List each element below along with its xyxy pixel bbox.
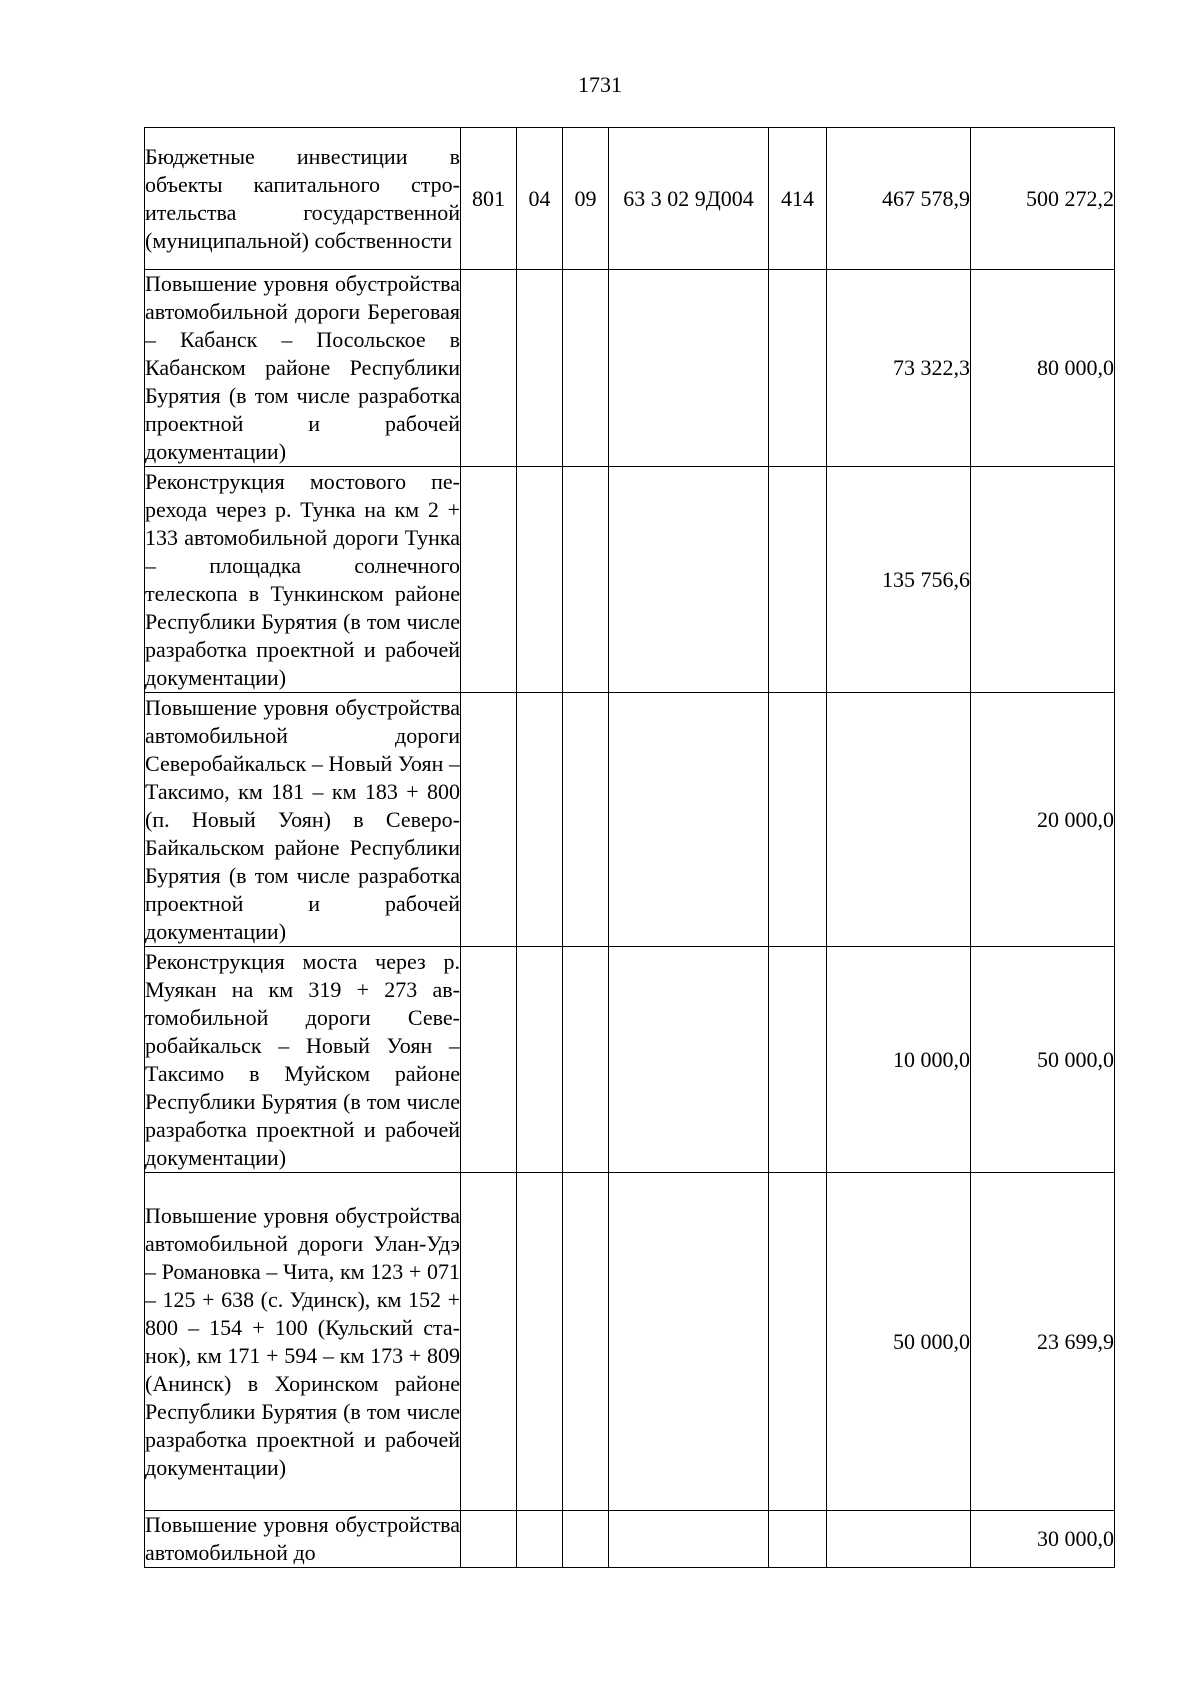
amount-year-2: 500 272,2 [971, 128, 1115, 270]
target-article-code [609, 947, 769, 1173]
expense-type-code [769, 1511, 827, 1568]
section-code [517, 693, 563, 947]
expense-type-code [769, 270, 827, 467]
amount-year-1: 10 000,0 [827, 947, 971, 1173]
ministry-code [461, 1173, 517, 1511]
section-code [517, 270, 563, 467]
amount-year-1: 467 578,9 [827, 128, 971, 270]
row-description: Повышение уровня обустройства автомобильной дороги Улан-Удэ – Романовка – Чита, км 123 + 071 – 125 + 638 (с. Удинск), км 152 + 800 – 154 + 100 (Кульский станок), км 171 + 594 – км 173 + 809 (Анинск) в Хоринском районе Республики Бурятия (в том числе разработка проектной и рабочей документации) [145, 1173, 461, 1511]
amount-year-1 [827, 1511, 971, 1568]
expense-type-code [769, 467, 827, 693]
target-article-code: 63 3 02 9Д004 [609, 128, 769, 270]
section-code: 04 [517, 128, 563, 270]
subsection-code [563, 1173, 609, 1511]
table-row [145, 947, 1115, 1173]
amount-year-2: 20 000,0 [971, 693, 1115, 947]
target-article-code [609, 693, 769, 947]
amount-year-2: 50 000,0 [971, 947, 1115, 1173]
budget-table [144, 127, 1115, 1568]
ministry-code [461, 270, 517, 467]
ministry-code: 801 [461, 128, 517, 270]
row-description: Повышение уровня обустройства автомобильной дороги Северобайкальск – Новый Уоян – Таксимо, км 181 – км 183 + 800 (п. Новый Уоян) в Северо-Байкальском районе Республики Бурятия (в том числе разработка проектной и рабочей документации) [145, 693, 461, 947]
ministry-code [461, 467, 517, 693]
page-number: 1731 [578, 72, 622, 97]
subsection-code [563, 1511, 609, 1568]
table-row [145, 467, 1115, 693]
ministry-code [461, 947, 517, 1173]
table-row [145, 128, 1115, 270]
expense-type-code [769, 693, 827, 947]
section-code [517, 467, 563, 693]
subsection-code [563, 467, 609, 693]
amount-year-2 [971, 467, 1115, 693]
subsection-code [563, 270, 609, 467]
expense-type-code [769, 1173, 827, 1511]
amount-year-2: 30 000,0 [971, 1511, 1115, 1568]
section-code [517, 1173, 563, 1511]
expense-type-code [769, 947, 827, 1173]
amount-year-1: 50 000,0 [827, 1173, 971, 1511]
section-code [517, 947, 563, 1173]
subsection-code [563, 693, 609, 947]
section-code [517, 1511, 563, 1568]
table-row [145, 1173, 1115, 1511]
target-article-code [609, 270, 769, 467]
row-description: Повышение уровня обустройства автомобильной до [145, 1511, 461, 1568]
row-description: Реконструкция моста через р. Муякан на км 319 + 273 автомобильной дороги Северобайкальск – Новый Уоян – Таксимо в Муйском районе Республики Бурятия (в том числе разработка проектной и рабочей документации) [145, 947, 461, 1173]
target-article-code [609, 1511, 769, 1568]
ministry-code [461, 693, 517, 947]
row-description: Повышение уровня обустройства автомобильной дороги Береговая – Кабанск – Посольское в Кабанском районе Республики Бурятия (в том числе разработка проектной и рабочей документации) [145, 270, 461, 467]
target-article-code [609, 467, 769, 693]
row-description: Реконструкция мостового перехода через р. Тунка на км 2 + 133 автомобильной дороги Тунка – площадка солнечного телескопа в Тункинском районе Республики Бурятия (в том числе разработка проектной и рабочей документации) [145, 467, 461, 693]
ministry-code [461, 1511, 517, 1568]
subsection-code: 09 [563, 128, 609, 270]
amount-year-1 [827, 693, 971, 947]
table-row [145, 693, 1115, 947]
table-row [145, 270, 1115, 467]
amount-year-2: 80 000,0 [971, 270, 1115, 467]
row-description: Бюджетные инвестиции в объекты капитального строительства государственной (муниципальной) собственности [145, 128, 461, 270]
table-row [145, 1511, 1115, 1568]
amount-year-1: 135 756,6 [827, 467, 971, 693]
subsection-code [563, 947, 609, 1173]
target-article-code [609, 1173, 769, 1511]
expense-type-code: 414 [769, 128, 827, 270]
amount-year-2: 23 699,9 [971, 1173, 1115, 1511]
amount-year-1: 73 322,3 [827, 270, 971, 467]
